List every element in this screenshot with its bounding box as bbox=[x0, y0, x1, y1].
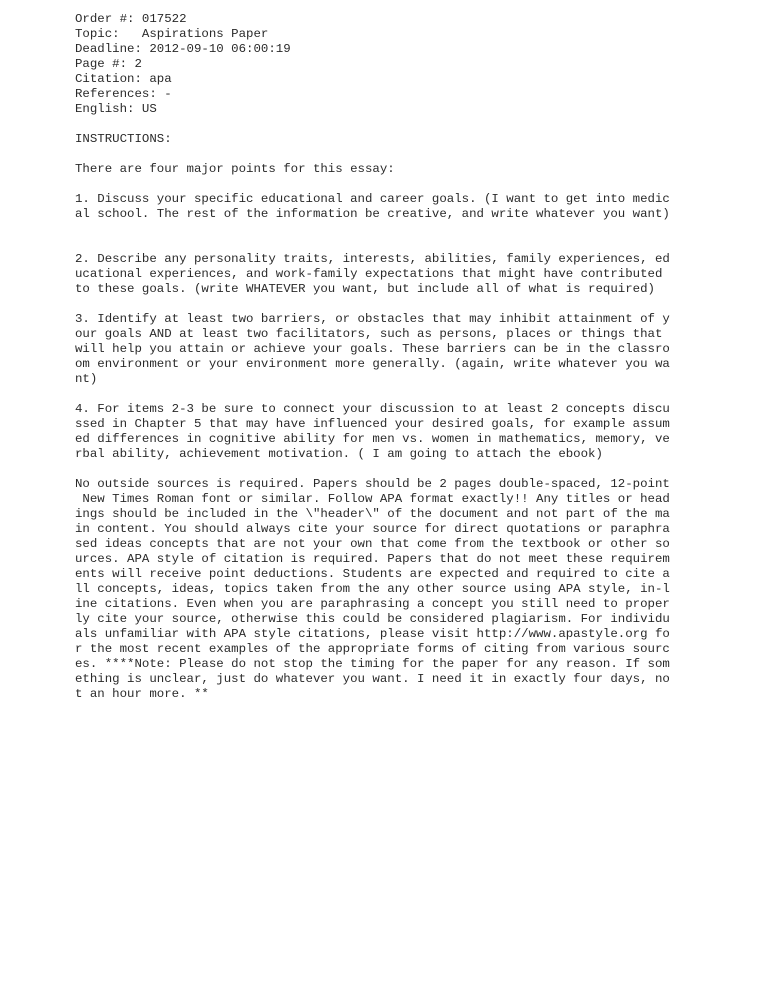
instructions-intro: There are four major points for this essay: bbox=[75, 162, 395, 176]
point-2-line: 2. Describe any personality traits, interests, abilities, family experiences, ed bbox=[75, 252, 670, 266]
closing-line: es. ****Note: Please do not stop the timing for the paper for any reason. If som bbox=[75, 657, 670, 671]
instructions-heading: INSTRUCTIONS: bbox=[75, 132, 172, 146]
closing-line: r the most recent examples of the appropriate forms of citing from various sourc bbox=[75, 642, 670, 656]
references: References: - bbox=[75, 87, 172, 101]
closing-line: ents will receive point deductions. Students are expected and required to cite a bbox=[75, 567, 670, 581]
point-3-line: nt) bbox=[75, 372, 98, 386]
closing-line: urces. APA style of citation is required. Papers that do not meet these requirem bbox=[75, 552, 670, 566]
point-4 bbox=[75, 402, 685, 462]
closing-line: No outside sources is required. Papers should be 2 pages double-spaced, 12-point bbox=[75, 477, 670, 491]
point-2-line: ucational experiences, and work-family expectations that might have contributed bbox=[75, 267, 663, 281]
point-2-line: to these goals. (write WHATEVER you want, but include all of what is required) bbox=[75, 282, 655, 296]
closing-line: in content. You should always cite your source for direct quotations or paraphra bbox=[75, 522, 670, 536]
point-1-line: 1. Discuss your specific educational and career goals. (I want to get into medic bbox=[75, 192, 670, 206]
point-4-line: 4. For items 2-3 be sure to connect your discussion to at least 2 concepts discu bbox=[75, 402, 670, 416]
order-header bbox=[75, 12, 685, 117]
closing-line: ll concepts, ideas, topics taken from the any other source using APA style, in-l bbox=[75, 582, 670, 596]
closing-line: sed ideas concepts that are not your own that come from the textbook or other so bbox=[75, 537, 670, 551]
closing-line: ings should be included in the \"header\" of the document and not part of the ma bbox=[75, 507, 670, 521]
point-3-line: will help you attain or achieve your goals. These barriers can be in the classro bbox=[75, 342, 670, 356]
english-variant: English: US bbox=[75, 102, 157, 116]
point-3-line: 3. Identify at least two barriers, or obstacles that may inhibit attainment of y bbox=[75, 312, 670, 326]
closing-line: ine citations. Even when you are paraphrasing a concept you still need to proper bbox=[75, 597, 670, 611]
order-number: Order #: 017522 bbox=[75, 12, 187, 26]
point-3-line: our goals AND at least two facilitators, such as persons, places or things that bbox=[75, 327, 663, 341]
closing-line: ething is unclear, just do whatever you want. I need it in exactly four days, no bbox=[75, 672, 670, 686]
point-4-line: rbal ability, achievement motivation. ( I am going to attach the ebook) bbox=[75, 447, 603, 461]
citation-style: Citation: apa bbox=[75, 72, 172, 86]
topic: Topic: Aspirations Paper bbox=[75, 27, 269, 41]
closing-line: ly cite your source, otherwise this could be considered plagiarism. For individu bbox=[75, 612, 670, 626]
closing-line: New Times Roman font or similar. Follow APA format exactly!! Any titles or head bbox=[75, 492, 670, 506]
point-1 bbox=[75, 192, 685, 222]
point-3-line: om environment or your environment more generally. (again, write whatever you wa bbox=[75, 357, 670, 371]
point-4-line: ssed in Chapter 5 that may have influenced your desired goals, for example assum bbox=[75, 417, 670, 431]
point-4-line: ed differences in cognitive ability for men vs. women in mathematics, memory, ve bbox=[75, 432, 670, 446]
point-1-line: al school. The rest of the information be creative, and write whatever you want) bbox=[75, 207, 670, 221]
closing-line: t an hour more. ** bbox=[75, 687, 209, 701]
point-2 bbox=[75, 252, 685, 297]
closing-line: als unfamiliar with APA style citations, please visit http://www.apastyle.org fo bbox=[75, 627, 670, 641]
point-3 bbox=[75, 312, 685, 387]
document-page bbox=[75, 12, 685, 702]
closing-requirements bbox=[75, 477, 685, 702]
deadline: Deadline: 2012-09-10 06:00:19 bbox=[75, 42, 291, 56]
page-count: Page #: 2 bbox=[75, 57, 142, 71]
